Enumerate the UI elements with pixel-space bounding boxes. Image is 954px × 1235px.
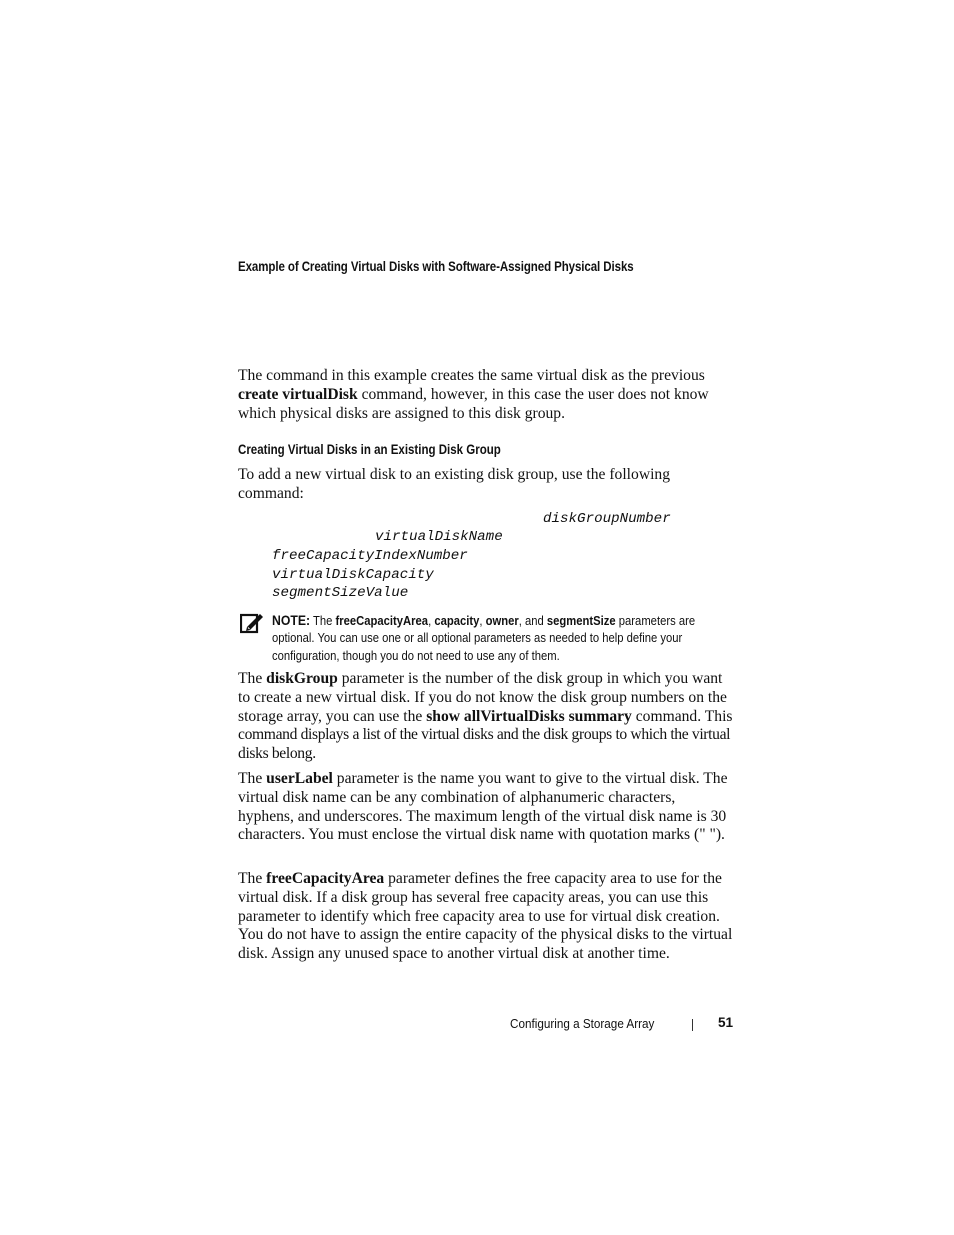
userlabel-paragraph <box>238 770 735 845</box>
para-fragment: parameter is the number of the disk group in which you want to create a new virtual disk. If you do not know the disk group numbers on the storage array, you can use the <box>238 670 727 725</box>
note-param-owner: owner <box>485 614 519 628</box>
intro-text-1: The command in this example creates the same virtual disk as the previous <box>238 367 705 384</box>
freecapacity-paragraph <box>238 870 735 964</box>
para-fragment: command. This <box>631 707 733 725</box>
intro-command: create virtualDisk <box>238 385 358 403</box>
param-freecapacityarea: freeCapacityArea <box>266 870 385 887</box>
subheading: Creating Virtual Disks in an Existing Disk Group <box>238 442 501 457</box>
para-fragment: parameter is the name you want to give to the virtual disk. The virtual disk name can be any combination of alphanumeric characters, hyphens, and underscores. The maximum length of the virtual disk name is 30 characters. You must enclose the virtual disk name with quotation marks (" "). <box>238 770 728 844</box>
footer-section-title: Configuring a Storage Array <box>510 1016 655 1031</box>
note-fragment: , <box>479 614 486 628</box>
para-fragment: The <box>238 770 267 787</box>
param-diskgroup: diskGroup <box>266 670 338 687</box>
note-label: NOTE: <box>272 613 311 628</box>
intro-text-3: which physical disks are assigned to this disk group. <box>238 404 565 422</box>
note-text <box>272 612 740 665</box>
note-param-freecapacityarea: freeCapacityArea <box>335 614 429 628</box>
para-fragment: The <box>238 670 267 687</box>
para-fragment: The <box>238 870 267 887</box>
page-number: 51 <box>718 1015 734 1030</box>
note-param-capacity: capacity <box>434 614 480 628</box>
section-heading: Example of Creating Virtual Disks with Software-Assigned Physical Disks <box>238 259 634 274</box>
lead-paragraph: To add a new virtual disk to an existing disk group, use the following command: <box>238 466 671 502</box>
note-fragment: The <box>310 614 336 628</box>
note-fragment: , and <box>518 614 547 628</box>
note-fragment: , <box>428 614 435 628</box>
param-userlabel: userLabel <box>266 770 333 787</box>
note-fragment: parameters are optional. You can use one or all optional parameters as needed to help define your configuration, though you do not need to use any of them. <box>272 614 696 663</box>
intro-text-2: command, however, in this case the user does not know <box>357 385 709 403</box>
footer-divider <box>692 1019 693 1031</box>
intro-paragraph <box>238 367 735 423</box>
code-line-2: virtualDiskName <box>375 529 503 545</box>
note-param-segmentsize: segmentSize <box>546 614 616 628</box>
code-line-4: virtualDiskCapacity <box>272 567 434 583</box>
command-show-allvirtualdisks-summary: show allVirtualDisks summary <box>426 707 632 725</box>
code-line-1: diskGroupNumber <box>543 511 671 527</box>
diskgroup-paragraph <box>238 670 735 764</box>
para-fragment: parameter defines the free capacity area to use for the virtual disk. If a disk group has several free capacity areas, you can use this parameter to identify which free capacity area to use for virtual disk creation. You do not have to assign the entire capacity of the physical disks to the virtual disk. Assign any unused space to another virtual disk at another time. <box>238 870 733 963</box>
code-line-5: segmentSizeValue <box>272 585 409 601</box>
pencil-note-icon <box>240 612 264 634</box>
para-fragment: command displays a list of the virtual disks and the disk groups to which the virtual disks belong. <box>238 726 731 763</box>
code-line-3: freeCapacityIndexNumber <box>272 548 468 564</box>
